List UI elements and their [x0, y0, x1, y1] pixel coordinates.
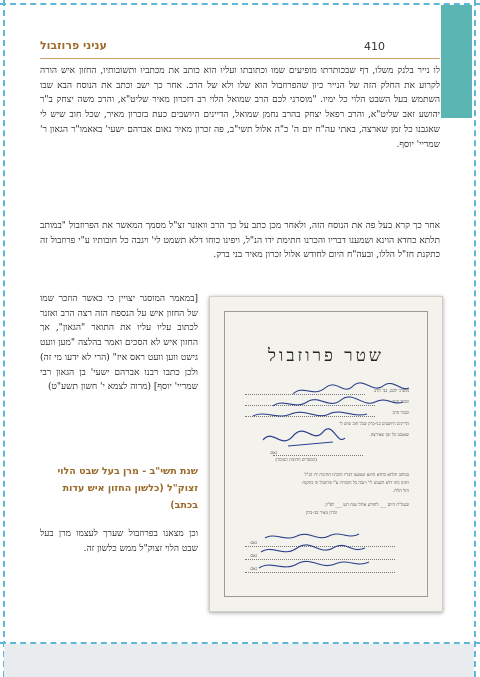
signature-label-3: נאם — [250, 567, 257, 572]
dashed-border-right — [474, 0, 476, 677]
document-line-6: נאם — [270, 451, 277, 456]
document-line-7: (המסרים חתימת המוסר) — [275, 458, 317, 463]
body-paragraph-2: אחר כך קרא בעל פה את הנוסח הזה, ולאחר מכן כתב על כך הרב וואזנר זצ"ל מסמך המאשר את הפרוזבול "במותב תלתא כחדא הוינא ושמענו דבריו והכרנו חתימת ידו הנ"ל, ויפינו כוחו דלא תשמט לי' ויגבה כל חובותיו ע"י פרוזבול זה כתקנת חז"ל הללו, ובעה"ח היום לחודש אלול זכרון מאיר בני ברק. — [40, 221, 440, 261]
dashed-border-left — [3, 0, 5, 677]
body-paragraph-4: וכן מצאנו בפרוזבול שערך לעצמו מרן בעל שבט הלוי זצוק"ל ממש כלשון זה. — [40, 529, 198, 554]
page-number: 410 — [364, 40, 385, 53]
running-header-title: עניני פרוזבול — [40, 39, 107, 52]
chapter-tab — [441, 5, 472, 118]
body-paragraph-1: לו נייר בלנק משלו, דף שבכותרתו מופיעים שמו וכתובתו ועליו הוא כותב את מכתביו ותשובותיו, החזון איש הורה לקרוע את החלק הזה של הנייר כיון שהפרוזבול הוא שלו ולא של הרב. אחר כך ישב וכתב את הנוסח הבא שבו השתמש בעל השבט הלוי כל ימיו. "מוסרני לכם הרב שמואל הלוי רב דזכרון מאיר שליט"א, והרב משה יצחק ב"ר יהושע זאב שליט"א, והרב רפאל יצחק בהרב נחמן שמואל, הדיינים היושבים כעת בזכרון מאיר, שכל חוב שיש לי שאגבנו כל זמן שארצה, באתי עה"ח יום ה' כ"ה אלול תשי"ב, פה זכרון מאיר נאום אברהם ישעי' באאמו"ר הגאון ר' שמריי' יוסף. — [40, 66, 440, 150]
document-title: שטר פרוזבול — [268, 346, 384, 366]
handwritten-names-scribble — [233, 380, 423, 460]
document-line-12: זכרון מאיר בני-ברק — [305, 511, 337, 516]
header-divider — [40, 58, 440, 59]
document-line-8: במותב תלתא כחדא הוינא ושמענו דבריו והכרנו חתימת ידו הנ"ל — [304, 473, 409, 478]
document-line-9: ויפינו כחו דלא תשמט לי' ויגבה כל חובותיו ע"י פרוזבול זה כתקנת — [302, 481, 409, 486]
signature-label-2: נאם — [250, 554, 257, 559]
document-line-10: חזל הללו. — [392, 489, 409, 494]
prozbul-document-image — [209, 296, 443, 612]
handwritten-signatures-scribble — [255, 528, 375, 578]
document-line-3: וכבוד הרב — [392, 411, 409, 416]
body-paragraph-3: [במאמר המוסגר יצויין כי כאשר הוזכר שמו של החזון איש על הנספח הזה רצה הרב ואזנר לכתוב עליו עליו את התואר "הגאון", אך החזון איש לא הסכים ואמר בהלצה "מען וועט גישט ווען וועט ראס איז" (הרי לא ידעו מי זה) ולכן כתבו רבנו אברהם ישעי' בן הגאון רבי שמריי' יוסף] (מרוה לצמא י' חשון תשע"ט) — [40, 294, 198, 393]
document-line-1: מוסרני לכם, כב' הרב — [374, 389, 409, 394]
document-line-4: הדיינים היושבים בני-ברק שכל חוב שיש לי — [339, 422, 409, 427]
section-subheading: שנת תשי"ב - מרן בעל שבט הלוי זצוק"ל (כלשון החזון איש עדות בכתב) — [57, 466, 198, 511]
footer-band — [4, 644, 474, 677]
signature-label-1: נאם — [250, 541, 257, 546]
dashed-border-top — [0, 3, 480, 5]
document-inner-border — [224, 311, 428, 597]
document-line-2: וכבוד הרב — [392, 400, 409, 405]
document-line-5: שאגבנו כל זמן שאירצה. — [369, 433, 409, 438]
document-line-11: ובעה"ח היום ___ לחודש אלול שנת תש ___ לפ"ק — [325, 503, 409, 508]
